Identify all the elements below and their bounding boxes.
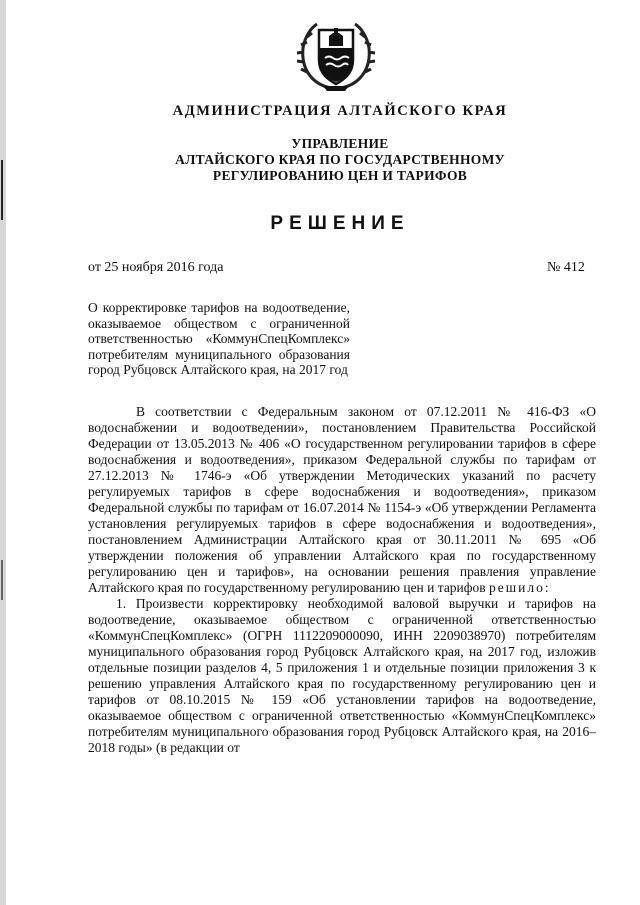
document-number: № 412: [547, 260, 585, 275]
document-date: от 25 ноября 2016 года: [88, 260, 224, 275]
department-name-line: АЛТАЙСКОГО КРАЯ ПО ГОСУДАРСТВЕННОМУ: [175, 152, 505, 167]
scan-left-edge: [0, 0, 6, 905]
preamble-paragraph: В соответствии с Федеральным законом от 07.12.2011 № 416-ФЗ «О водоснабжении и водоотведении», постановлением Правительства Российской Федерации от 13.05.2013 № 406 «О государственном регулировании тарифов в сфере водоснабжения и водоотведения», приказом Федеральной службы по тарифам от 27.12.2013 № 1746-э «Об утверждении Методических указаний по расчету регулируемых тарифов в сфере водоснабжения и водоотведения», приказом Федеральной службы по тарифам от 16.07.2014 № 1154-э «Об утверждении Регламента установления регулируемых тарифов в сфере водоснабжения и водоотведения», постановлением Администрации Алтайского края от 30.11.2011 № 695 «Об утверждении положения об управлении Алтайского края по государственному регулированию цен и тарифов», на основании решения правления управление Алтайского края по государственному регулированию цен и тарифов решило:: [88, 404, 596, 595]
document-subject: О корректировке тарифов на водоотведение, оказываемое обществом с ограниченной ответственностью «КоммунСпецКомплекс» потребителям муниципального образования город Рубцовск Алтайского края, на 2017 год: [88, 300, 350, 378]
organization-name: АДМИНИСТРАЦИЯ АЛТАЙСКОГО КРАЯ: [172, 103, 508, 119]
department-name-line: УПРАВЛЕНИЕ: [291, 136, 389, 151]
document-body: [88, 404, 596, 756]
item-1-paragraph: 1. Произвести корректировку необходимой валовой выручки и тарифов на водоотведение, оказываемое обществом с ограниченной ответственностью «КоммунСпецКомплекс» (ОГРН 1112209000090, ИНН 2209038970) потребителям муниципального образования город Рубцовск Алтайского края, на 2017 год, изложив отдельные позиции разделов 4, 5 приложения 1 и отдельные позиции приложения 3 к решению управления Алтайского края по государственному регулированию цен и тарифов от 08.10.2015 № 159 «Об установлении тарифов на водоотведение, оказываемое обществом с ограниченной ответственностью «КоммунСпецКомплекс» потребителям муниципального образования город Рубцовск Алтайского края, на 2016–2018 годы» (в редакции от: [88, 596, 596, 755]
preamble-text: В соответствии с Федеральным законом от 07.12.2011 № 416-ФЗ «О водоснабжении и водоотведении», постановлением Правительства Российской Федерации от 13.05.2013 № 406 «О государственном регулировании тарифов в сфере водоснабжения и водоотведения», приказом Федеральной службы по тарифам от 27.12.2013 № 1746-э «Об утверждении Методических указаний по расчету регулируемых тарифов в сфере водоснабжения и водоотведения», приказом Федеральной службы по тарифам от 16.07.2014 № 1154-э «Об утверждении Регламента установления регулируемых тарифов в сфере водоснабжения и водоотведения», постановлением Администрации Алтайского края от 30.11.2011 № 695 «Об утверждении положения об управлении Алтайского края по государственному регулированию цен и тарифов», на основании решения правления управление Алтайского края по государственному регулированию цен и тарифов: [88, 404, 596, 595]
department-name-line: РЕГУЛИРОВАНИЮ ЦЕН И ТАРИФОВ: [212, 168, 468, 183]
coat-of-arms-emblem-icon: [293, 18, 379, 94]
document-title: РЕШЕНИЕ: [270, 213, 410, 234]
scan-margin-mark: [1, 160, 3, 220]
decided-word: решило: [489, 580, 545, 595]
scan-margin-mark: [1, 560, 3, 600]
